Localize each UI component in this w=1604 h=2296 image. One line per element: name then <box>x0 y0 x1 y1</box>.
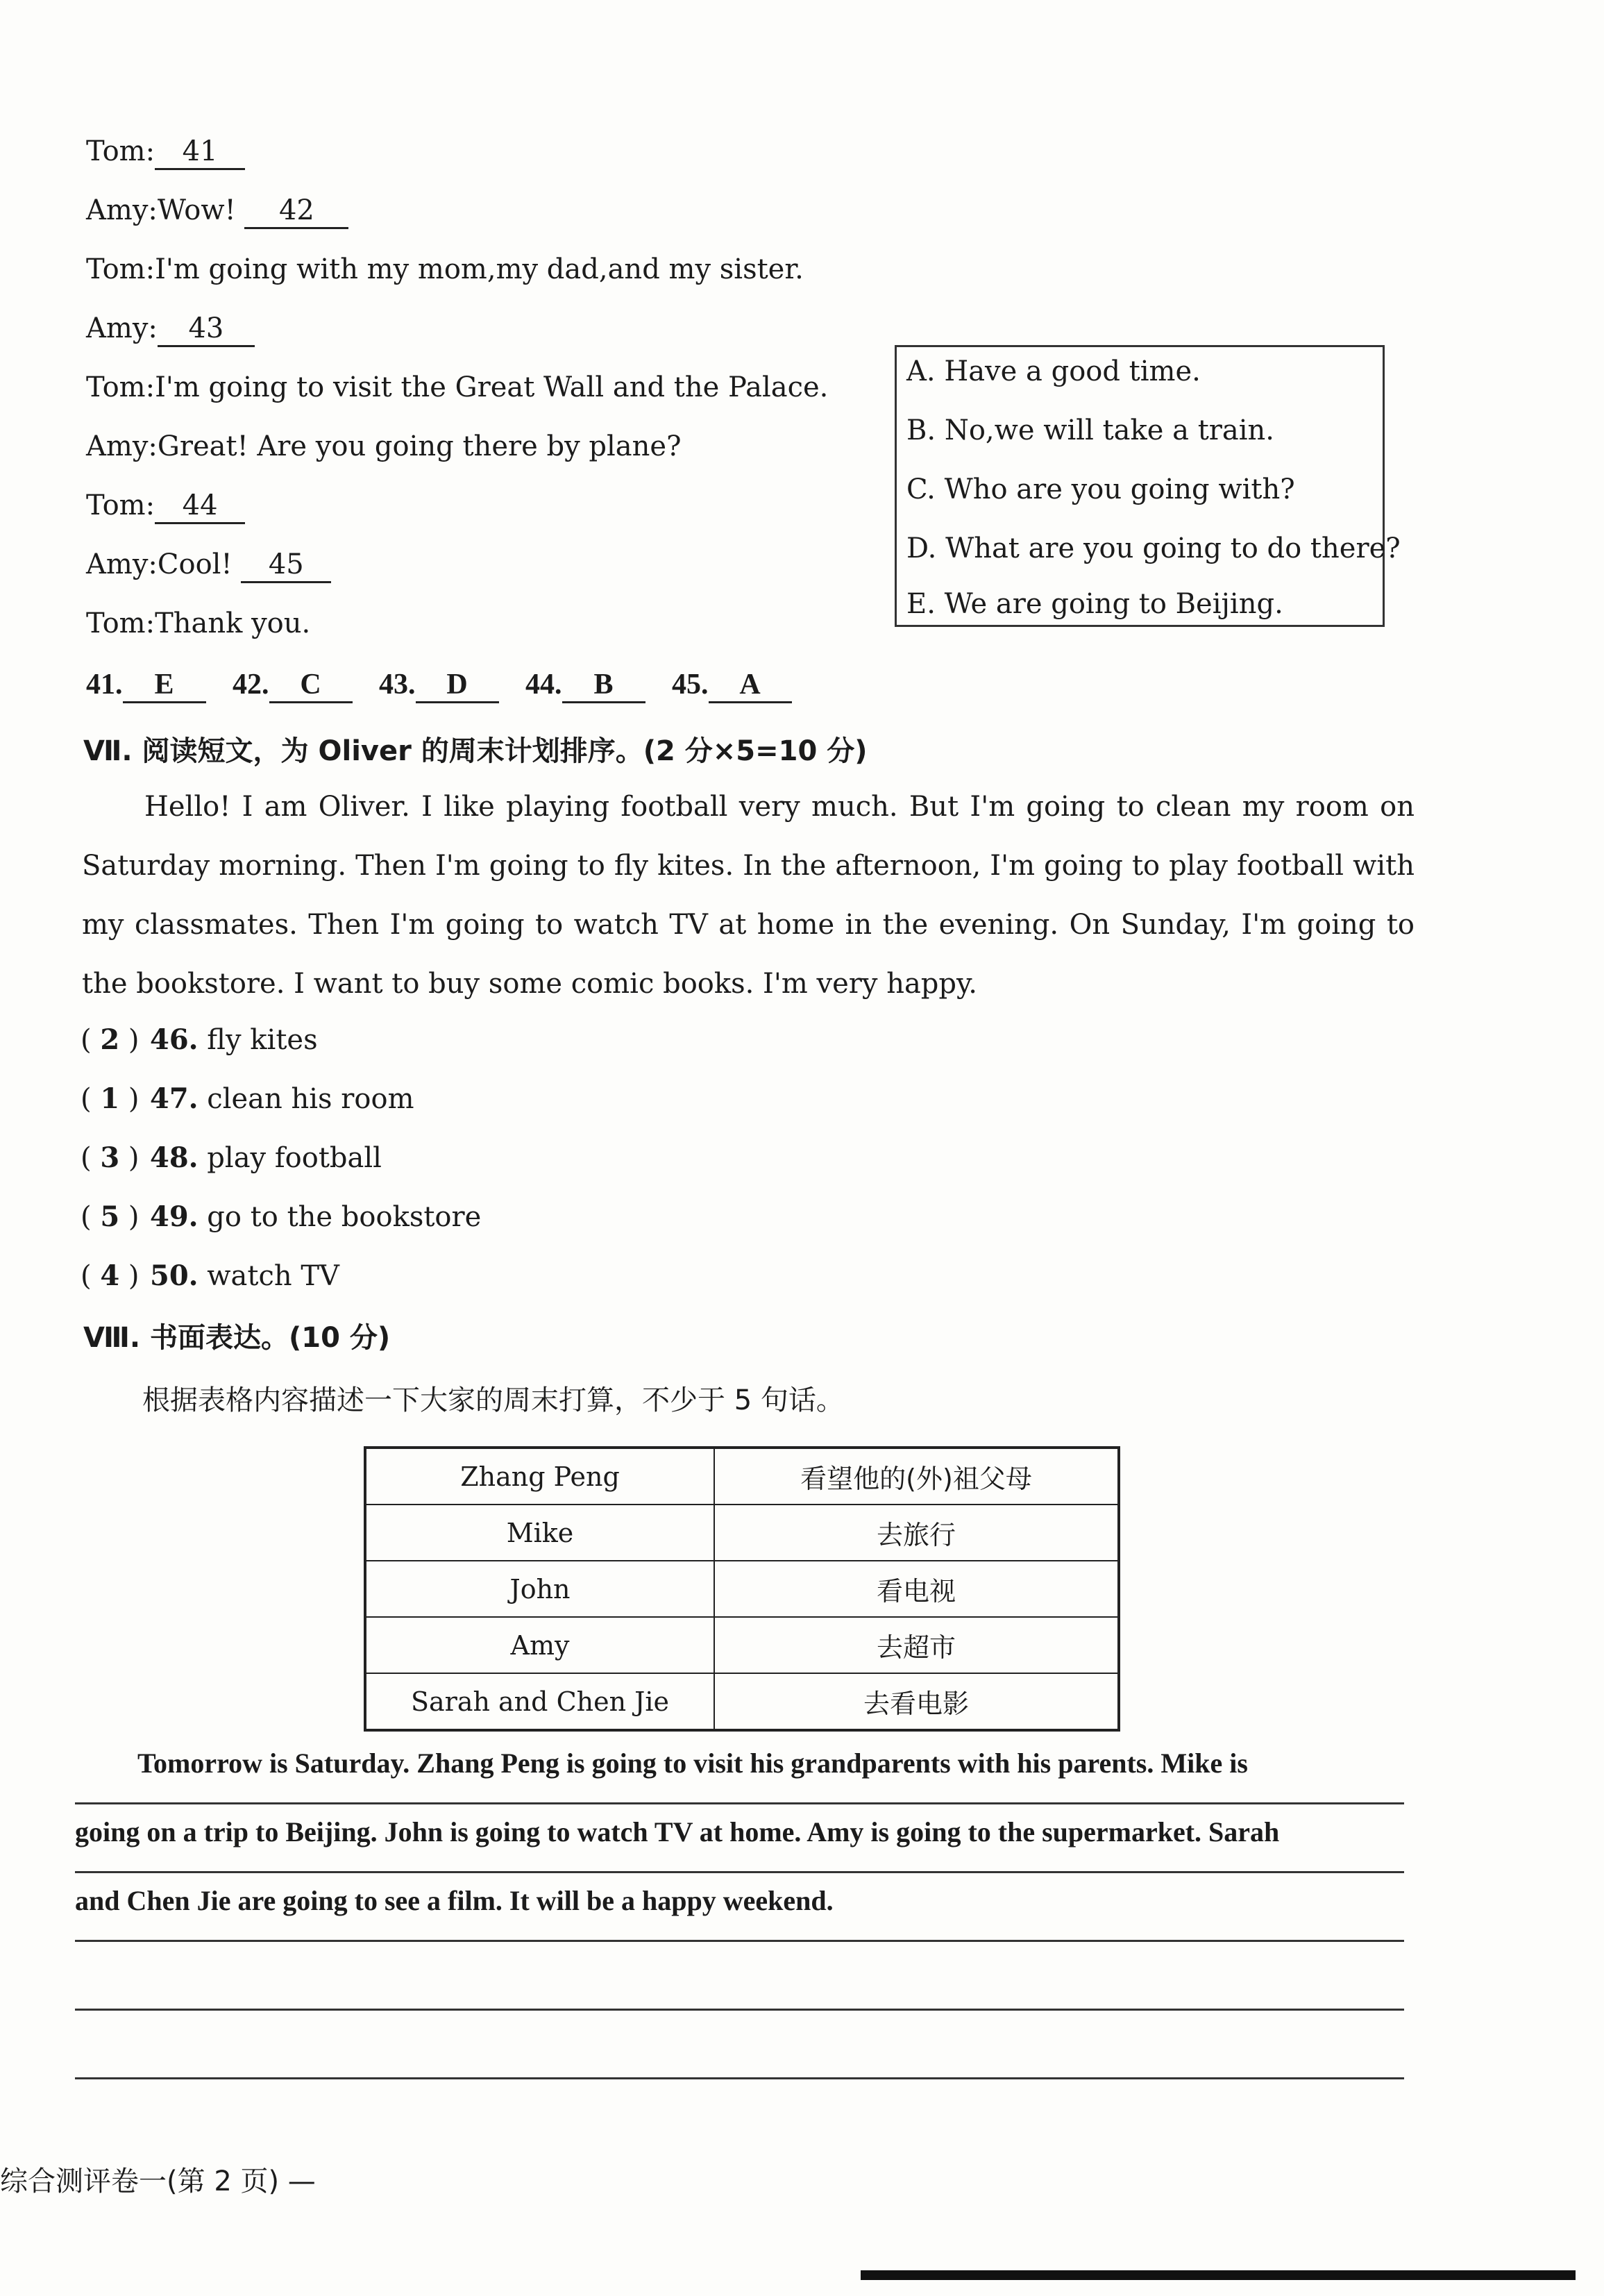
dialogue-line-5: Tom:I'm going to visit the Great Wall and the Palace. <box>86 371 829 403</box>
item-number: 49. <box>150 1200 199 1233</box>
option-c: C. Who are you going with? <box>906 474 1295 505</box>
answer-value: C <box>269 668 353 703</box>
answer-number: 43. <box>379 669 416 701</box>
dialogue-line-7: Tom: 44 <box>86 486 245 525</box>
options-box <box>895 345 1401 627</box>
table-cell-name: John <box>365 1561 714 1617</box>
table-cell-plan: 看电视 <box>714 1561 1119 1617</box>
speaker: Amy <box>86 548 149 580</box>
answer-blank: 41 <box>155 135 245 170</box>
table-cell-name: Zhang Peng <box>365 1448 714 1505</box>
answer-number: 42. <box>233 669 269 701</box>
item-number: 48. <box>150 1141 199 1174</box>
table-cell-plan: 去看电影 <box>714 1673 1119 1730</box>
section-8-title: Ⅷ. 书面表达。(10 分) <box>83 1322 391 1354</box>
answer-number: 41. <box>86 669 123 701</box>
table-row <box>365 1561 1119 1617</box>
writing-line: going on a trip to Beijing. John is going to watch TV at home. Amy is going to the supermarket. Sarah <box>75 1804 1404 1873</box>
order-answer: 5 <box>100 1200 120 1233</box>
speaker: Tom <box>86 489 146 521</box>
answer-value: A <box>709 668 792 703</box>
page-footer: 综合测评卷一(第 2 页) — <box>0 2165 316 2197</box>
dialogue-line-2: Amy:Wow! 42 <box>86 191 348 230</box>
speaker: Amy <box>86 430 149 462</box>
order-answer: 1 <box>100 1082 120 1115</box>
table-row <box>365 1505 1119 1561</box>
order-item-49: ( 5 ) 49. go to the bookstore <box>81 1200 482 1233</box>
option-e: E. We are going to Beijing. <box>906 588 1283 620</box>
answer-blank: 42 <box>244 194 348 229</box>
answer-number: 45. <box>672 669 709 701</box>
writing-line: Tomorrow is Saturday. Zhang Peng is going to visit his grandparents with his parents. Mike is <box>75 1736 1404 1804</box>
order-answer: 2 <box>100 1023 120 1056</box>
answers-row <box>86 668 811 703</box>
answer-43 <box>379 668 499 703</box>
item-text: go to the bookstore <box>198 1201 482 1233</box>
item-text: clean his room <box>198 1083 414 1115</box>
table-cell-name: Mike <box>365 1505 714 1561</box>
table-row <box>365 1448 1119 1505</box>
speaker: Tom <box>86 607 146 639</box>
speaker: Tom <box>86 135 146 167</box>
option-a: A. Have a good time. <box>906 355 1201 387</box>
dialogue-text: I'm going with my mom,my dad,and my sister. <box>155 253 804 285</box>
table-cell-plan: 去旅行 <box>714 1505 1119 1561</box>
dialogue-text: Cool! <box>157 548 242 580</box>
answer-blank: 44 <box>155 489 245 524</box>
table-row <box>365 1617 1119 1673</box>
option-d: D. What are you going to do there? <box>906 533 1401 564</box>
table-cell-plan: 看望他的(外)祖父母 <box>714 1448 1119 1505</box>
item-text: fly kites <box>198 1024 318 1056</box>
answer-value: B <box>562 668 645 703</box>
writing-answer <box>75 1736 1404 2079</box>
answer-42 <box>233 668 353 703</box>
dialogue-line-9: Tom:Thank you. <box>86 607 311 639</box>
weekend-plan-table <box>364 1446 1120 1732</box>
dialogue-text: Wow! <box>157 194 245 226</box>
writing-line <box>75 2011 1404 2079</box>
dialogue-line-3: Tom:I'm going with my mom,my dad,and my sister. <box>86 253 804 285</box>
order-answer: 4 <box>100 1259 120 1292</box>
table-cell-name: Sarah and Chen Jie <box>365 1673 714 1730</box>
item-number: 46. <box>150 1023 199 1056</box>
answer-45 <box>672 668 792 703</box>
answer-value: D <box>416 668 499 703</box>
bottom-bar <box>861 2270 1576 2280</box>
answer-44 <box>525 668 645 703</box>
item-text: watch TV <box>198 1260 339 1292</box>
speaker: Amy <box>86 194 149 226</box>
order-item-48: ( 3 ) 48. play football <box>81 1141 382 1174</box>
item-number: 47. <box>150 1082 199 1115</box>
item-text: play football <box>198 1142 382 1174</box>
item-number: 50. <box>150 1259 199 1292</box>
answer-41 <box>86 668 206 703</box>
order-item-47: ( 1 ) 47. clean his room <box>81 1082 414 1115</box>
dialogue-line-8: Amy:Cool! 45 <box>86 545 331 584</box>
table-row <box>365 1673 1119 1730</box>
dialogue-line-1: Tom: 41 <box>86 132 245 171</box>
order-answer: 3 <box>100 1141 120 1174</box>
dialogue-text: Thank you. <box>155 607 311 639</box>
table-cell-name: Amy <box>365 1617 714 1673</box>
dialogue-text: I'm going to visit the Great Wall and the Palace. <box>155 371 829 403</box>
option-b: B. No,we will take a train. <box>906 414 1274 446</box>
order-item-46: ( 2 ) 46. fly kites <box>81 1023 318 1056</box>
speaker: Tom <box>86 371 146 403</box>
dialogue-line-4: Amy: 43 <box>86 309 255 348</box>
answer-number: 44. <box>525 669 562 701</box>
writing-line: and Chen Jie are going to see a film. It will be a happy weekend. <box>75 1873 1404 1942</box>
answer-blank: 45 <box>241 548 331 583</box>
order-item-50: ( 4 ) 50. watch TV <box>81 1259 339 1292</box>
dialogue-text: Great! Are you going there by plane? <box>157 430 682 462</box>
speaker: Tom <box>86 253 146 285</box>
dialogue-line-6: Amy:Great! Are you going there by plane? <box>86 430 682 462</box>
answer-value: E <box>123 668 206 703</box>
reading-passage: Hello! I am Oliver. I like playing football very much. But I'm going to clean my room on Saturday morning. Then I'm going to fly kites. In the afternoon, I'm going to play football with my classmates. Then I'm going to watch TV at home in the evening. On Sunday, I'm going to the bookstore. I want to buy some comic books. I'm very happy. <box>82 791 1415 1000</box>
section-7-title: Ⅶ. 阅读短文，为 Oliver 的周末计划排序。(2 分×5=10 分) <box>83 735 868 767</box>
answer-blank: 43 <box>158 312 255 347</box>
writing-line <box>75 1942 1404 2011</box>
writing-instruction: 根据表格内容描述一下大家的周末打算，不少于 5 句话。 <box>142 1384 844 1416</box>
table-cell-plan: 去超市 <box>714 1617 1119 1673</box>
speaker: Amy <box>86 312 149 344</box>
